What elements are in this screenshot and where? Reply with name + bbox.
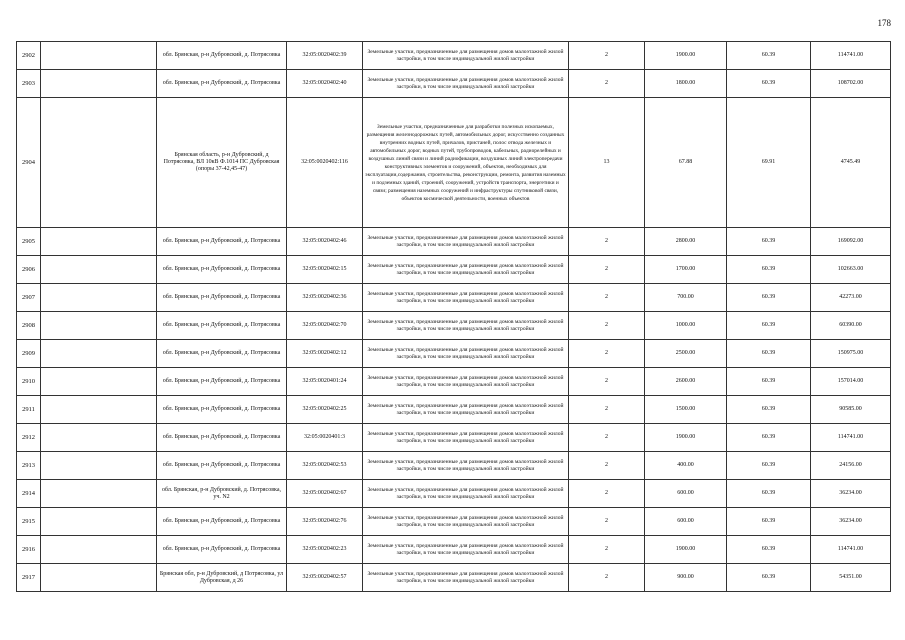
area-cell: 2500.00 bbox=[645, 340, 727, 368]
land-use-cell: Земельные участки, предназначенные для размещения домов малоэтажной жилой застройки, в том числе индивидуальной жилой застройки bbox=[363, 508, 569, 536]
table-row bbox=[17, 340, 891, 368]
cadastral-number-cell: 32:05:0020402:67 bbox=[287, 480, 363, 508]
cadastral-number-cell: 32:05:0020402:39 bbox=[287, 42, 363, 70]
table-row bbox=[17, 536, 891, 564]
table-row bbox=[17, 396, 891, 424]
land-use-cell: Земельные участки, предназначенные для размещения домов малоэтажной жилой застройки, в том числе индивидуальной жилой застройки bbox=[363, 368, 569, 396]
row-number: 2902 bbox=[17, 42, 41, 70]
blank-cell bbox=[41, 452, 157, 480]
category-code-cell: 2 bbox=[569, 564, 645, 592]
cadastral-number-cell: 32:05:0020402:15 bbox=[287, 256, 363, 284]
table-row bbox=[17, 70, 891, 98]
category-code-cell: 2 bbox=[569, 452, 645, 480]
row-number: 2909 bbox=[17, 340, 41, 368]
cadastral-number-cell: 32:05:0020402:76 bbox=[287, 508, 363, 536]
land-use-cell: Земельные участки, предназначенные для размещения домов малоэтажной жилой застройки, в том числе индивидуальной жилой застройки bbox=[363, 312, 569, 340]
rate-cell: 60.39 bbox=[727, 256, 811, 284]
cadastral-number-cell: 32:05:0020402:46 bbox=[287, 228, 363, 256]
blank-cell bbox=[41, 70, 157, 98]
table-row bbox=[17, 42, 891, 70]
table-row bbox=[17, 228, 891, 256]
land-use-cell: Земельные участки, предназначенные для размещения домов малоэтажной жилой застройки, в том числе индивидуальной жилой застройки bbox=[363, 70, 569, 98]
table-row bbox=[17, 480, 891, 508]
row-number: 2916 bbox=[17, 536, 41, 564]
table-row bbox=[17, 256, 891, 284]
cadastral-number-cell: 32:05:0020402:70 bbox=[287, 312, 363, 340]
rate-cell: 60.39 bbox=[727, 508, 811, 536]
rate-cell: 60.39 bbox=[727, 480, 811, 508]
table-row bbox=[17, 564, 891, 592]
row-number: 2913 bbox=[17, 452, 41, 480]
table-row bbox=[17, 312, 891, 340]
rate-cell: 60.39 bbox=[727, 536, 811, 564]
category-code-cell: 2 bbox=[569, 256, 645, 284]
blank-cell bbox=[41, 42, 157, 70]
land-use-cell: Земельные участки, предназначенные для размещения домов малоэтажной жилой застройки, в том числе индивидуальной жилой застройки bbox=[363, 340, 569, 368]
row-number: 2917 bbox=[17, 564, 41, 592]
address-cell: обл. Брянская, р-н Дубровский, д. Потрясовка bbox=[157, 70, 287, 98]
category-code-cell: 13 bbox=[569, 98, 645, 228]
land-use-cell: Земельные участки, предназначенные для размещения домов малоэтажной жилой застройки, в том числе индивидуальной жилой застройки bbox=[363, 256, 569, 284]
cadastral-value-cell: 36234.00 bbox=[811, 508, 891, 536]
area-cell: 67.88 bbox=[645, 98, 727, 228]
area-cell: 600.00 bbox=[645, 480, 727, 508]
category-code-cell: 2 bbox=[569, 284, 645, 312]
blank-cell bbox=[41, 368, 157, 396]
row-number: 2915 bbox=[17, 508, 41, 536]
cadastral-value-cell: 114741.00 bbox=[811, 42, 891, 70]
rate-cell: 60.39 bbox=[727, 312, 811, 340]
cadastral-number-cell: 32:05:0020402:40 bbox=[287, 70, 363, 98]
blank-cell bbox=[41, 536, 157, 564]
area-cell: 1900.00 bbox=[645, 424, 727, 452]
address-cell: Брянская обл, р-н Дубровский, д Потрясовка, ул Дубровская, д 26 bbox=[157, 564, 287, 592]
address-cell: обл. Брянская, р-н Дубровский, д. Потрясовка bbox=[157, 340, 287, 368]
cadastral-number-cell: 32:05:0020402:53 bbox=[287, 452, 363, 480]
address-cell: обл. Брянская, р-н Дубровский, д. Потрясовка bbox=[157, 228, 287, 256]
land-use-cell: Земельные участки, предназначенные для размещения домов малоэтажной жилой застройки, в том числе индивидуальной жилой застройки bbox=[363, 42, 569, 70]
cadastral-value-cell: 4745.49 bbox=[811, 98, 891, 228]
category-code-cell: 2 bbox=[569, 396, 645, 424]
address-cell: обл. Брянская, р-н Дубровский, д. Потрясовка bbox=[157, 368, 287, 396]
table-row bbox=[17, 424, 891, 452]
category-code-cell: 2 bbox=[569, 228, 645, 256]
table-row bbox=[17, 452, 891, 480]
area-cell: 400.00 bbox=[645, 452, 727, 480]
cadastral-value-cell: 114741.00 bbox=[811, 424, 891, 452]
table-row bbox=[17, 508, 891, 536]
land-use-cell: Земельные участки, предназначенные для размещения домов малоэтажной жилой застройки, в том числе индивидуальной жилой застройки bbox=[363, 564, 569, 592]
row-number: 2914 bbox=[17, 480, 41, 508]
blank-cell bbox=[41, 284, 157, 312]
row-number: 2905 bbox=[17, 228, 41, 256]
rate-cell: 60.39 bbox=[727, 284, 811, 312]
area-cell: 900.00 bbox=[645, 564, 727, 592]
cadastral-value-cell: 90585.00 bbox=[811, 396, 891, 424]
row-number: 2910 bbox=[17, 368, 41, 396]
cadastral-value-cell: 169092.00 bbox=[811, 228, 891, 256]
address-cell: обл. Брянская, р-н Дубровский, д. Потрясовка bbox=[157, 536, 287, 564]
cadastral-number-cell: 32:05:0020402:116 bbox=[287, 98, 363, 228]
land-use-cell: Земельные участки, предназначенные для размещения домов малоэтажной жилой застройки, в том числе индивидуальной жилой застройки bbox=[363, 452, 569, 480]
area-cell: 600.00 bbox=[645, 508, 727, 536]
rate-cell: 60.39 bbox=[727, 396, 811, 424]
cadastral-number-cell: 32:05:0020401:3 bbox=[287, 424, 363, 452]
rate-cell: 60.39 bbox=[727, 452, 811, 480]
land-use-cell: Земельные участки, предназначенные для размещения домов малоэтажной жилой застройки, в том числе индивидуальной жилой застройки bbox=[363, 480, 569, 508]
category-code-cell: 2 bbox=[569, 70, 645, 98]
category-code-cell: 2 bbox=[569, 340, 645, 368]
cadastral-number-cell: 32:05:0020402:23 bbox=[287, 536, 363, 564]
row-number: 2903 bbox=[17, 70, 41, 98]
blank-cell bbox=[41, 396, 157, 424]
row-number: 2906 bbox=[17, 256, 41, 284]
blank-cell bbox=[41, 508, 157, 536]
cadastral-value-cell: 108702.00 bbox=[811, 70, 891, 98]
blank-cell bbox=[41, 340, 157, 368]
table-row bbox=[17, 368, 891, 396]
cadastral-value-cell: 54351.00 bbox=[811, 564, 891, 592]
cadastral-value-cell: 24156.00 bbox=[811, 452, 891, 480]
cadastral-number-cell: 32:05:0020402:36 bbox=[287, 284, 363, 312]
cadastral-value-cell: 114741.00 bbox=[811, 536, 891, 564]
cadastral-value-cell: 102663.00 bbox=[811, 256, 891, 284]
row-number: 2912 bbox=[17, 424, 41, 452]
rate-cell: 60.39 bbox=[727, 70, 811, 98]
land-registry-table bbox=[16, 41, 891, 592]
area-cell: 1700.00 bbox=[645, 256, 727, 284]
blank-cell bbox=[41, 256, 157, 284]
row-number: 2904 bbox=[17, 98, 41, 228]
category-code-cell: 2 bbox=[569, 312, 645, 340]
cadastral-number-cell: 32:05:0020402:57 bbox=[287, 564, 363, 592]
rate-cell: 60.39 bbox=[727, 42, 811, 70]
rate-cell: 60.39 bbox=[727, 228, 811, 256]
blank-cell bbox=[41, 228, 157, 256]
cadastral-value-cell: 36234.00 bbox=[811, 480, 891, 508]
category-code-cell: 2 bbox=[569, 536, 645, 564]
address-cell: обл. Брянская, р-н Дубровский, д. Потрясовка bbox=[157, 508, 287, 536]
area-cell: 2800.00 bbox=[645, 228, 727, 256]
row-number: 2911 bbox=[17, 396, 41, 424]
category-code-cell: 2 bbox=[569, 508, 645, 536]
blank-cell bbox=[41, 424, 157, 452]
address-cell: обл. Брянская, р-н Дубровский, д. Потрясовка bbox=[157, 452, 287, 480]
cadastral-value-cell: 42273.00 bbox=[811, 284, 891, 312]
area-cell: 2600.00 bbox=[645, 368, 727, 396]
land-use-cell: Земельные участки, предназначенные для размещения домов малоэтажной жилой застройки, в том числе индивидуальной жилой застройки bbox=[363, 396, 569, 424]
address-cell: обл. Брянская, р-н Дубровский, д. Потрясовка bbox=[157, 42, 287, 70]
row-number: 2908 bbox=[17, 312, 41, 340]
blank-cell bbox=[41, 98, 157, 228]
address-cell: обл. Брянская, р-н Дубровский, д. Потрясовка bbox=[157, 256, 287, 284]
address-cell: обл. Брянская, р-н Дубровский, д. Потрясовка bbox=[157, 312, 287, 340]
cadastral-value-cell: 60390.00 bbox=[811, 312, 891, 340]
page-number: 178 bbox=[877, 18, 891, 28]
cadastral-value-cell: 150975.00 bbox=[811, 340, 891, 368]
address-cell: обл. Брянская, р-н Дубровский, д. Потрясовка bbox=[157, 424, 287, 452]
table-body bbox=[17, 42, 891, 592]
cadastral-value-cell: 157014.00 bbox=[811, 368, 891, 396]
area-cell: 1900.00 bbox=[645, 536, 727, 564]
address-cell: обл. Брянская, р-н Дубровский, д. Потрясовка bbox=[157, 396, 287, 424]
rate-cell: 60.39 bbox=[727, 368, 811, 396]
blank-cell bbox=[41, 564, 157, 592]
cadastral-number-cell: 32:05:0020402:12 bbox=[287, 340, 363, 368]
category-code-cell: 2 bbox=[569, 42, 645, 70]
land-use-cell: Земельные участки, предназначенные для разработки полезных ископаемых, размещения железнодорожных путей, автомобильных дорог, искусственно созданных внутренних водных путей, причалов, пристаней, полос отвода железных и автомобильных дорог, водных путей, трубопроводов, кабельных, радиорелейных и воздушных линий связи и линий радиофикации, воздушных линий электропередачи конструктивных элементов и сооружений, объектов, необходимых для эксплуатации,содержания, строительства, реконструкции, ремонта, развития наземных и подземных зданий, строений, сооружений, устройств транспорта, энергетики и связи; размещения наземных сооружений и инфраструктуры спутниковой связи, объектов космической деятельности, военных объектов bbox=[363, 98, 569, 228]
area-cell: 1900.00 bbox=[645, 42, 727, 70]
area-cell: 700.00 bbox=[645, 284, 727, 312]
category-code-cell: 2 bbox=[569, 480, 645, 508]
category-code-cell: 2 bbox=[569, 368, 645, 396]
address-cell: Брянская область, р-н Дубровский, д Потрясовка, ВЛ 10кВ Ф.1014 ПС Дубровская (опоры 37-42,45-47) bbox=[157, 98, 287, 228]
table-row bbox=[17, 284, 891, 312]
area-cell: 1500.00 bbox=[645, 396, 727, 424]
rate-cell: 60.39 bbox=[727, 564, 811, 592]
cadastral-number-cell: 32:05:0020402:25 bbox=[287, 396, 363, 424]
area-cell: 1000.00 bbox=[645, 312, 727, 340]
address-cell: обл. Брянская, р-н Дубровский, д. Потрясовка, уч. N2 bbox=[157, 480, 287, 508]
land-use-cell: Земельные участки, предназначенные для размещения домов малоэтажной жилой застройки, в том числе индивидуальной жилой застройки bbox=[363, 284, 569, 312]
row-number: 2907 bbox=[17, 284, 41, 312]
area-cell: 1800.00 bbox=[645, 70, 727, 98]
rate-cell: 60.39 bbox=[727, 424, 811, 452]
address-cell: обл. Брянская, р-н Дубровский, д. Потрясовка bbox=[157, 284, 287, 312]
rate-cell: 69.91 bbox=[727, 98, 811, 228]
blank-cell bbox=[41, 312, 157, 340]
table-row bbox=[17, 98, 891, 228]
land-use-cell: Земельные участки, предназначенные для размещения домов малоэтажной жилой застройки, в том числе индивидуальной жилой застройки bbox=[363, 228, 569, 256]
blank-cell bbox=[41, 480, 157, 508]
cadastral-number-cell: 32:05:0020401:24 bbox=[287, 368, 363, 396]
rate-cell: 60.39 bbox=[727, 340, 811, 368]
land-use-cell: Земельные участки, предназначенные для размещения домов малоэтажной жилой застройки, в том числе индивидуальной жилой застройки bbox=[363, 536, 569, 564]
category-code-cell: 2 bbox=[569, 424, 645, 452]
land-use-cell: Земельные участки, предназначенные для размещения домов малоэтажной жилой застройки, в том числе индивидуальной жилой застройки bbox=[363, 424, 569, 452]
